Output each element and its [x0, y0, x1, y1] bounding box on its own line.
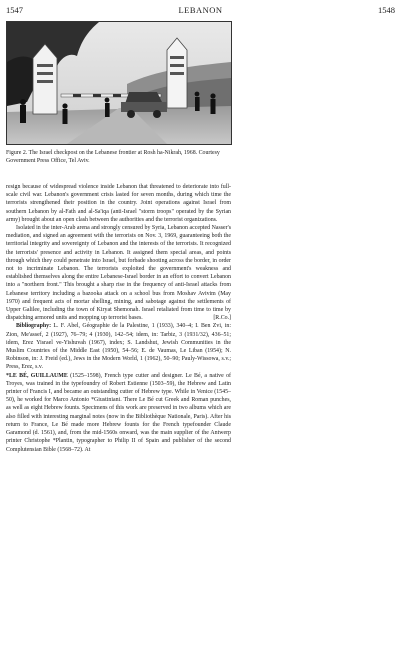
checkpost-photo	[6, 21, 232, 145]
left-page-number: 1547	[6, 5, 23, 15]
bibliography-text: L. F. Abel, Géographie de la Palestine, 1 (1933), 340–4; I. Ben Zvi, in: Zion, Me'assef, 2 (1927), 76–79; 4 (1930), 142–54; idem, in: Tarbiz, 3 (1931/32), 436–51; idem, Erez Yisrael ve-Yishuvah (1967), index; S. Landshut, Jewish Communities in the Muslim Countries of the Middle East (1950), 54–56; E. de Vaumas, Le Liban (1954); N. Robinson, in: J. Freid (ed.), Jews in the Modern World, 1 (1962), 50–90; Pauly-Wissowa, s.v.; Press, Erez, s.v.	[6, 323, 231, 371]
running-header	[6, 4, 395, 16]
entry-text: (1525–1598), French type cutter and designer. Le Bé, a native of Troyes, was trained in the typefoundry of Robert Estienne (1503–59), the Hebrew and Latin printer of Francis I, and became an outstanding cutter of Hebrew type. While in Venice (1545–50), he worked for Marco Antonio *Giustiniani. There Le Bé cut Greek and Roman punches, as well as eight Hebrew founts. Specimens of this work are preserved in two albums which are also filled with interesting marginal notes (now in the Bibliothèque Nationale, Paris). After his return to France, Le Bé made more Hebrew founts for the French typefounder Claude Garamond (d. 1561), and, from the mid-1560s onward, was the main supplier of the Antwerp printer Christophe *Plantin, typographer to Philip II of Spain and publisher of the second Complutensian Bible (1568–72). At	[6, 372, 231, 453]
figure-caption: Figure 2. The Israel checkpost on the Lebanese frontier at Rosh ha-Nikrah, 1968. Courtesy Government Press Office, Tel Aviv.	[6, 150, 220, 164]
checkpost-photo-image	[7, 22, 231, 144]
paragraph-agreement-text: Isolated in the inter-Arab arena and strongly censured by Syria, Lebanon accepted Nasser's mediation, and signed an agreement with the terrorists on Nov. 3, 1969, guaranteeing both the territorial integrity and sovereignty of Lebanon and the interests of the terrorists. It recognized the terrorists' presence and activity in Lebanon. It assigned them special areas, and points through which they could penetrate into Israel, but forbade shooting across the border, in order not to incriminate Lebanon. The terrorists exploited the government's weakness and established themselves along the entire Lebanese-Israel border in an effort to convert Lebanon into a "northern front." This brought a sharp rise in the frequency of anti-Israel attacks from Lebanese territory including a bazooka attack on a school bus from Moshav Avivim (May 1970) and frequent acts of mortar shelling, mining, and sabotage against the settlements of Upper Galilee, including the town of Kiryat Shemonah. Israel retaliated from time to time by dispatching armored units and mopping up terrorist bases.	[6, 225, 231, 322]
le-be-entry	[6, 372, 231, 454]
bibliography	[6, 322, 231, 371]
article-body	[6, 183, 231, 454]
paragraph-agreement	[6, 224, 231, 322]
running-title: LEBANON	[178, 5, 223, 15]
bibliography-label: Bibliography:	[16, 323, 52, 330]
right-page-number: 1548	[378, 5, 395, 15]
paragraph-continued: resign because of widespread violence inside Lebanon that threatened to deteriorate into full-scale civil war. Lebanon's government crisis lasted for seven months, during which time the terrorists strengthened their position in the country. Joint operations against Israel from southern Lebanon by al-Fath and al-Sa'iqa (anti-Israel "storm troops" operated by the Syrian army) brought about an open clash between the authorities and the terrorist organizations.	[6, 184, 231, 223]
entry-headword: *LE BÉ, GUILLAUME	[6, 372, 68, 379]
author-signature: [R.Co.]	[213, 315, 231, 322]
